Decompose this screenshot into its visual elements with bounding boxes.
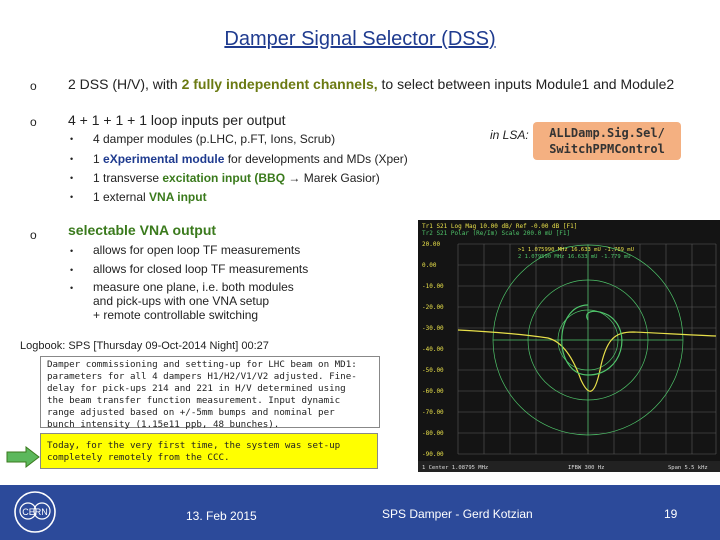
bullet-dss-post: to select between inputs Module1 and Module2: [377, 76, 675, 92]
vna-y-tick: -10.00: [422, 283, 444, 290]
bullet-marker: o: [30, 228, 37, 242]
sub-bullet-marker: •: [70, 283, 74, 293]
sub-bullet-marker: •: [70, 265, 74, 275]
sub-text: for developments and MDs (Xper): [224, 152, 408, 166]
vna-y-tick: 0.00: [422, 262, 437, 269]
vna-footer-center: 1 Center 1.08795 MHz: [422, 465, 489, 471]
logbook-highlight: [40, 433, 378, 469]
sub-text: 1 external: [93, 190, 150, 204]
logbook-heading: Logbook: SPS [Thursday 09-Oct-2014 Night] 00:27: [20, 340, 269, 352]
footer-date: 13. Feb 2015: [186, 509, 257, 523]
bullet-vna-output: selectable VNA output: [68, 222, 217, 238]
logbook-line: parameters for all 4 dampers H1/H2/V1/V2 adjusted. Fine-: [47, 371, 357, 382]
lsa-line-2: SwitchPPMControl: [549, 142, 665, 156]
sub-bullet-marker: •: [70, 134, 74, 144]
sub-line: measure one plane, i.e. both modules: [93, 280, 294, 294]
lsa-parameter-box: [533, 122, 681, 160]
bullet-dss-pre: 2 DSS (H/V), with: [68, 76, 182, 92]
bullet-marker: o: [30, 115, 37, 129]
bullet-loop-inputs: 4 + 1 + 1 + 1 loop inputs per output: [68, 112, 286, 128]
logbook-line: the beam transfer function measurement. Input dynamic: [47, 395, 341, 406]
sub-bullet-marker: •: [70, 192, 74, 202]
vna-marker-2: 2 1.079590 MHz 16.633 mU -1.779 mU: [518, 254, 631, 260]
bullet-dss: [68, 76, 674, 92]
slide-title: Damper Signal Selector (DSS): [224, 28, 496, 50]
sub-bullet-marker: •: [70, 154, 74, 164]
footer-presenter: SPS Damper - Gerd Kotzian: [382, 507, 533, 521]
vna-header-1: Tr1 S21 Log Mag 10.00 dB/ Ref -0.00 dB [F1]: [422, 223, 578, 230]
vna-display: [418, 220, 720, 472]
vna-y-tick: -40.00: [422, 346, 444, 353]
logbook-highlight-line: completely remotely from the CCC.: [47, 452, 230, 463]
vna-y-tick: -80.00: [422, 430, 444, 437]
vna-footer-ifbw: IFBW 300 Hz: [568, 465, 605, 471]
sub-line: + remote controllable switching: [93, 308, 259, 322]
green-arrow-icon: [6, 446, 40, 468]
sub-text: Marek Gasior): [300, 171, 380, 185]
sub-bullet-damper-modules: 4 damper modules (p.LHC, p.FT, Ions, Scrub): [93, 132, 336, 146]
vna-y-tick: -70.00: [422, 409, 444, 416]
sub-text: 1: [93, 152, 104, 166]
sub-bullet-excitation: [93, 171, 380, 185]
sub-bullet-closed-loop: allows for closed loop TF measurements: [93, 262, 309, 276]
footer-bar: [0, 485, 720, 540]
logbook-entry: [40, 356, 380, 428]
vna-y-tick: -90.00: [422, 451, 444, 458]
cern-logo-text: CERN: [22, 507, 48, 517]
vna-y-tick: -60.00: [422, 388, 444, 395]
sub-highlight: excitation input (BBQ: [162, 171, 286, 185]
logbook-highlight-line: Today, for the very first time, the system was set-up: [47, 440, 341, 451]
vna-y-tick: -30.00: [422, 325, 444, 332]
vna-header-2: Tr2 S21 Polar (Re/Im) Scale 200.0 mU [F1]: [422, 230, 571, 237]
sub-bullet-measure-plane: [93, 280, 294, 322]
sub-line: and pick-ups with one VNA setup: [93, 294, 270, 308]
sub-highlight: VNA input: [149, 190, 207, 204]
logbook-line: range adjusted based on +/-5mm bumps and nominal per: [47, 407, 335, 418]
vna-footer-span: Span 5.5 kHz: [668, 465, 708, 471]
logbook-line: Damper commissioning and setting-up for LHC beam on MD1:: [47, 359, 357, 370]
vna-screenshot: [418, 220, 720, 472]
lsa-line-1: ALLDamp.Sig.Sel/: [549, 126, 665, 140]
bullet-marker: o: [30, 79, 37, 93]
cern-logo-icon: [12, 489, 58, 535]
lsa-label: in LSA:: [490, 128, 529, 142]
bullet-dss-highlight: 2 fully independent channels,: [181, 76, 378, 92]
arrow-icon: →: [288, 171, 301, 185]
sub-highlight: eXperimental module: [103, 152, 225, 166]
sub-bullet-open-loop: allows for open loop TF measurements: [93, 243, 301, 257]
vna-marker-1: >1 1.075990 MHz 16.633 mU -1.769 mU: [518, 247, 634, 253]
sub-bullet-marker: •: [70, 173, 74, 183]
sub-bullet-marker: •: [70, 246, 74, 256]
sub-text: 1 transverse: [93, 171, 163, 185]
vna-y-tick: -50.00: [422, 367, 444, 374]
logbook-line: delay for pick-ups 214 and 221 in H/V determined using: [47, 383, 346, 394]
sub-bullet-xper: [93, 152, 408, 166]
sub-bullet-vna-input: [93, 190, 207, 204]
vna-y-tick: 20.00: [422, 241, 441, 248]
logbook-line: bunch intensity (1.15e11 ppb, 48 bunches).: [47, 419, 280, 430]
footer-page-number: 19: [664, 507, 678, 521]
vna-y-tick: -20.00: [422, 304, 444, 311]
